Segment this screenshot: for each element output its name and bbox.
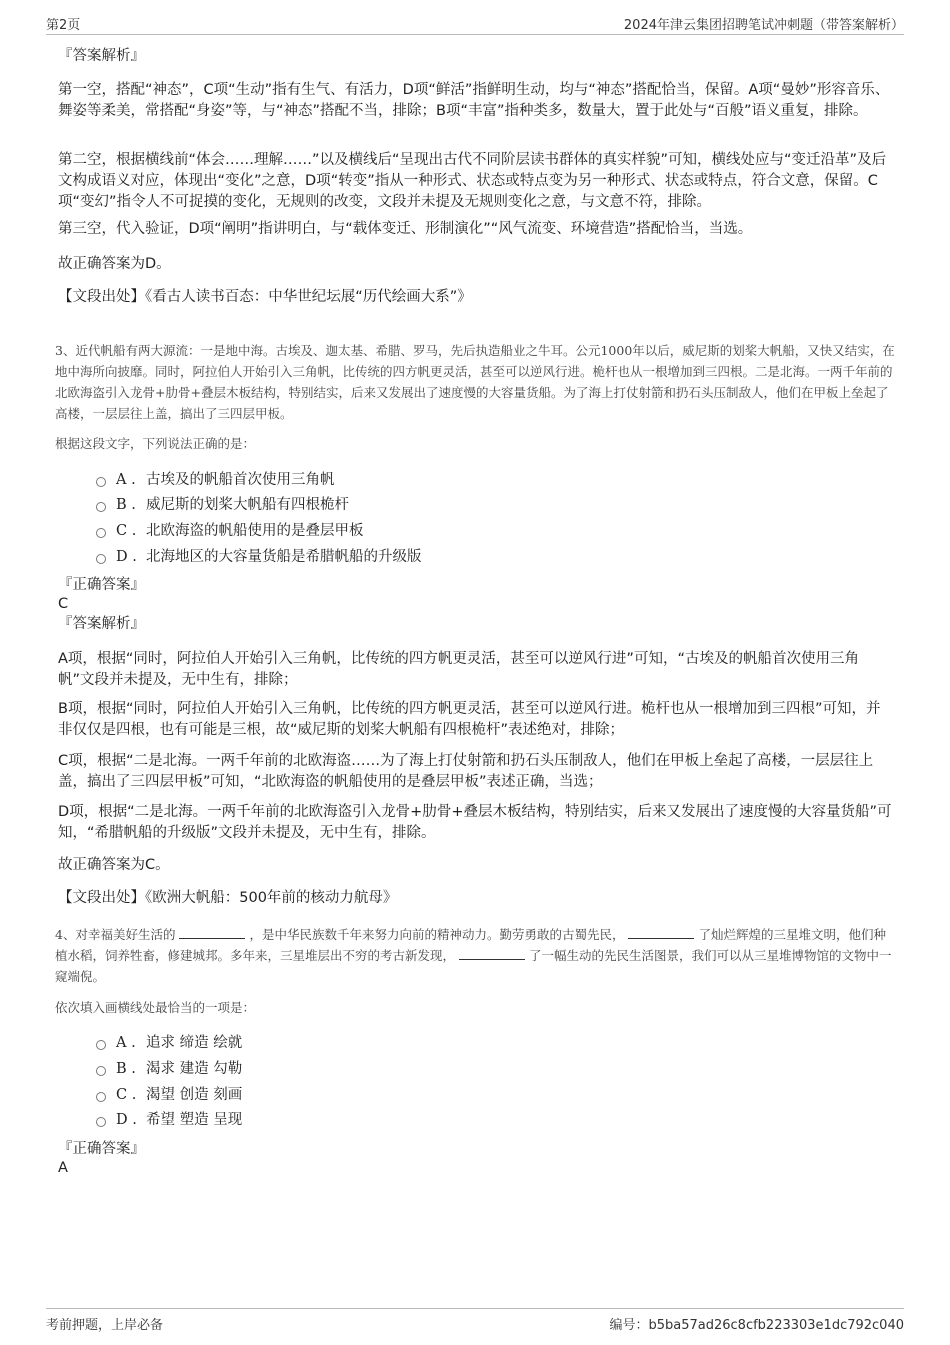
analysis-paragraph: 第二空，根据横线前“体会……理解……”以及横线后“呈现出古代不同阶层读书群体的真实样貌”可知，横线处应与“变迁沿革”及后文构成语义对应，体现出“变化”之意，D项“转变”指从一种形式、状态或特点变为另一种形式、状态或特点，符合文意，保留。C项“变幻”指令人不可捉摸的变化，无规则的改变，文段并未提及无规则变化之意，与文意不符，排除。 (58, 152, 887, 210)
option-b[interactable] (96, 1059, 242, 1079)
question-prompt: 依次填入画横线处最恰当的一项是： (55, 1000, 256, 1015)
option-letter: A . (116, 1035, 136, 1051)
option-a[interactable] (96, 470, 335, 490)
passage-text: 了一幅生动的先民生活图景，我们可以从三星堆博物馆的文物中一窥端倪。 (55, 948, 892, 984)
option-letter: A . (116, 472, 136, 488)
source-citation: 【文段出处】《看古人读书百态：中华世纪坛展“历代绘画大系”》 (58, 289, 472, 305)
document-id: 编号：b5ba57ad26c8cfb223303e1dc792c040 (609, 1318, 904, 1333)
option-letter: C . (116, 1087, 137, 1103)
passage-text: 了灿烂辉煌的三星堆文明，他们种植水稻，饲养牲畜，修建城邦。多年来，三星堆层出不穷的考古新发现， (55, 927, 886, 963)
option-letter: B . (116, 497, 136, 513)
option-d[interactable] (96, 547, 422, 567)
radio-icon[interactable] (96, 1066, 106, 1076)
analysis-paragraph: 第三空，代入验证，D项“阐明”指讲明白，与“载体变迁、形制演化”“风气流变、环境营造”搭配恰当，当选。 (58, 221, 753, 237)
question-prompt: 根据这段文字，下列说法正确的是： (55, 436, 256, 451)
analysis-paragraph: C项，根据“二是北海。一两千年前的北欧海盗……为了海上打仗射箭和扔石头压制敌人，他们在甲板上垒起了高楼，一层层往上盖，搞出了三四层甲板”可知，“北欧海盗的帆船使用的是叠层甲板”表述正确，当选； (58, 753, 874, 790)
source-citation: 【文段出处】《欧洲大帆船：500年前的核动力航母》 (58, 890, 398, 906)
passage-text: 4、对幸福美好生活的 (55, 927, 176, 942)
radio-icon[interactable] (96, 502, 106, 512)
analysis-label: 『答案解析』 (58, 616, 145, 632)
option-c[interactable] (96, 521, 364, 541)
analysis-paragraph: 第一空，搭配“神态”，C项“生动”指有生气、有活力，D项“鲜活”指鲜明生动，均与“神态”搭配恰当，保留。A项“曼妙”形容音乐、舞姿等柔美，常搭配“身姿”等，与“神态”搭配不当，排除；B项“丰富”指种类多，数量大，置于此处与“百般”语义重复，排除。 (58, 82, 890, 119)
option-text: 古埃及的帆船首次使用三角帆 (146, 472, 335, 488)
option-text: 追求 缔造 绘就 (146, 1035, 243, 1051)
option-c[interactable] (96, 1085, 242, 1105)
document-title: 2024年津云集团招聘笔试冲刺题（带答案解析） (623, 18, 904, 33)
page-number: 第2页 (46, 18, 81, 33)
option-text: 威尼斯的划桨大帆船有四根桅杆 (146, 497, 349, 513)
page-header (46, 12, 904, 35)
fill-blank (628, 924, 694, 939)
conclusion: 故正确答案为C。 (58, 857, 170, 873)
option-text: 希望 塑造 呈现 (146, 1112, 243, 1128)
radio-icon[interactable] (96, 1092, 106, 1102)
radio-icon[interactable] (96, 477, 106, 487)
fill-blank (459, 945, 525, 960)
option-letter: D . (116, 1112, 137, 1128)
footer-slogan: 考前押题，上岸必备 (46, 1318, 164, 1333)
conclusion: 故正确答案为D。 (58, 256, 171, 272)
radio-icon[interactable] (96, 1040, 106, 1050)
option-text: 渴求 建造 勾勒 (146, 1061, 243, 1077)
radio-icon[interactable] (96, 1117, 106, 1127)
radio-icon[interactable] (96, 554, 106, 564)
correct-answer: C (58, 596, 69, 612)
answer-label: 『正确答案』 (58, 577, 145, 593)
option-a[interactable] (96, 1033, 242, 1053)
analysis-label: 『答案解析』 (58, 48, 145, 64)
page-footer (46, 1308, 904, 1335)
option-d[interactable] (96, 1110, 242, 1130)
option-letter: D . (116, 549, 137, 565)
correct-answer: A (58, 1160, 68, 1176)
option-text: 北欧海盗的帆船使用的是叠层甲板 (146, 523, 364, 539)
analysis-paragraph: A项，根据“同时，阿拉伯人开始引入三角帆，比传统的四方帆更灵活，甚至可以逆风行进”可知，“古埃及的帆船首次使用三角帆”文段并未提及，无中生有，排除； (58, 651, 859, 688)
radio-icon[interactable] (96, 528, 106, 538)
passage-text: ，是中华民族数千年来努力向前的精神动力。勤劳勇敢的古蜀先民， (249, 927, 625, 942)
question-passage (55, 924, 897, 987)
option-letter: B . (116, 1061, 136, 1077)
option-text: 渴望 创造 刻画 (146, 1087, 243, 1103)
analysis-paragraph: B项，根据“同时，阿拉伯人开始引入三角帆，比传统的四方帆更灵活，甚至可以逆风行进。桅杆也从一根增加到三四根”可知，并非仅仅是四根，也有可能是三根，故“威尼斯的划桨大帆船有四根桅杆”表述绝对，排除； (58, 701, 881, 738)
fill-blank (179, 924, 245, 939)
answer-label: 『正确答案』 (58, 1141, 145, 1157)
option-letter: C . (116, 523, 137, 539)
option-b[interactable] (96, 495, 349, 515)
question-passage: 3、近代帆船有两大源流：一是地中海。古埃及、迦太基、希腊、罗马，先后执造船业之牛耳。公元1000年以后，威尼斯的划桨大帆船，又快又结实，在地中海所向披靡。同时，阿拉伯人开始引入三角帆，比传统的四方帆更灵活，甚至可以逆风行进。桅杆也从一根增加到三四根。二是北海。一两千年前的北欧海盗引入龙骨+肋骨+叠层木板结构，特别结实，后来又发展出了速度慢的大容量货船。为了海上打仗射箭和扔石头压制敌人，他们在甲板上垒起了高楼，一层层往上盖，搞出了三四层甲板。 (55, 343, 895, 421)
analysis-paragraph: D项，根据“二是北海。一两千年前的北欧海盗引入龙骨+肋骨+叠层木板结构，特别结实，后来又发展出了速度慢的大容量货船”可知，“希腊帆船的升级版”文段并未提及，无中生有，排除。 (58, 804, 892, 841)
option-text: 北海地区的大容量货船是希腊帆船的升级版 (146, 549, 422, 565)
